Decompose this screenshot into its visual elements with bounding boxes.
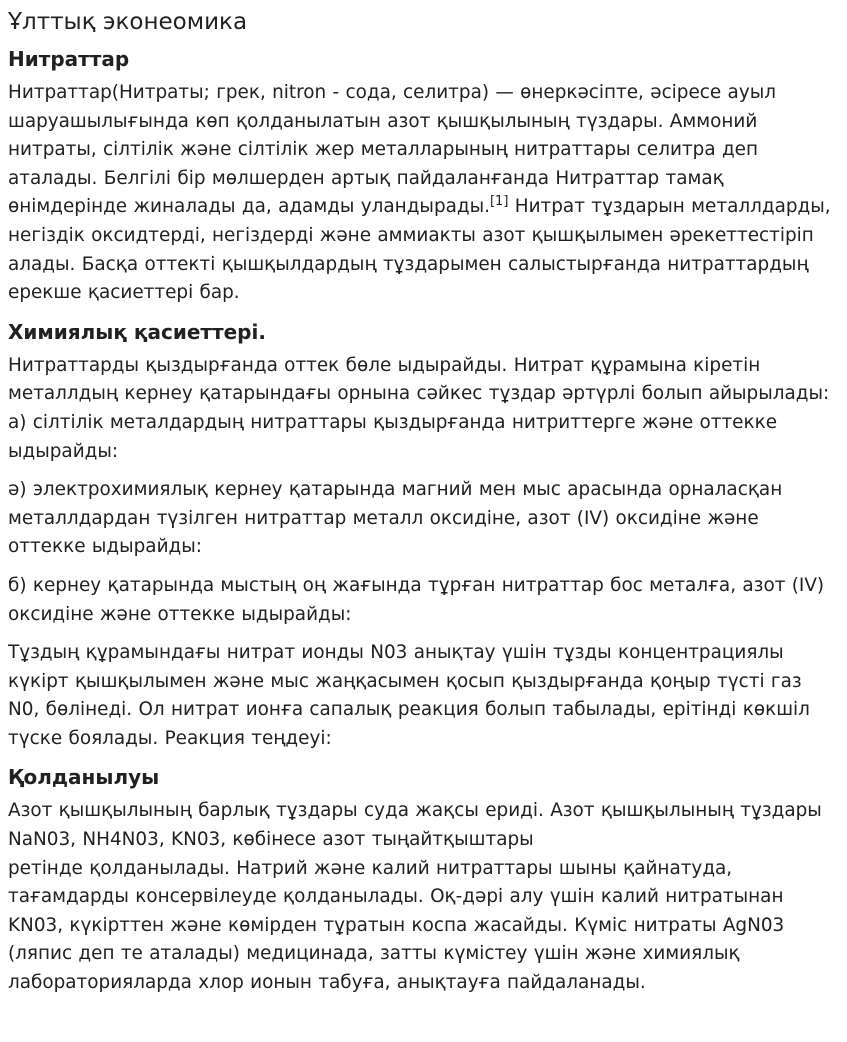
intro-text-a: Нитраттар(Нитраты; грек, nitron - сода, селитра) — өнеркәсіпте, әсіресе ауыл шаруашылығында көп қолданылатын азот қышқылының түздары. Аммоний нитраты, сілтілік және сілтілік жер металларының нитраттары селитра деп аталады. Белгілі бір мөлшерден артық пайдаланғанда Нитраттар тамақ өнімдерінде жиналады да, адамды уландырады. [8,82,776,218]
chem-paragraph-2: ә) электрохимиялық кернеу қатарында магний мен мыс арасында орналасқан металлдардан түзілген нитраттар металл оксидіне, азот (IV) оксидіне және оттекке ыдырайды: [8,479,783,558]
usage-text-a: Азот қышқылының барлық тұздары суда жақсы ериді. Азот қышқылының тұздары NaN03, NH4N03, KN03, көбінесе азот тыңайтқыштары [8,800,822,851]
usage-paragraph [8,797,839,997]
intro-text-b: Нитрат тұздарын металлдарды, негіздік оксидтерді, негіздерді және аммиакты азот қышқылымен әрекеттестіріп алады. Басқа оттекті қышқылдардың тұздарымен салыстырғанда нитраттардың ерекше қасиеттері бар. [8,196,831,304]
intro-paragraph [8,79,839,308]
site-title: Ұлттық эконеомика [8,9,248,35]
reference-link[interactable]: [1] [489,194,509,210]
article-title: Нитраттар [8,47,130,71]
chem-paragraph-3: б) кернеу қатарында мыстың оң жағында тұрған нитраттар бос металға, азот (IV) оксидіне және оттекке ыдырайды: [8,574,825,625]
chem-paragraph-4: Тұздың құрамындағы нитрат ионды N03 анықтау үшін тұзды концентрациялы күкірт қышқылымен және мыс жаңқасымен қосып қыздырғанда қоңыр түсті газ N0, бөлінеді. Ол нитрат ионға сапалық реакция болып табылады, ерітінді көкшіл түске боялады. Реакция теңдеуі: [8,642,810,749]
usage-heading: Қолданылуы [8,765,160,790]
usage-text-b: ретінде қолданылады. Натрий және калий нитраттары шыны қайнатуда, тағамдарды консервілеуде қолданылады. Оқ-дәрі алу үшін калий нитратынан KN03, күкірттен және көмірден тұратын коспа жасайды. Күміс нитраты AgN03 (ляпис деп те аталады) медицинада, затты күмістеу үшін және химиялық лабораторияларда хлор ионын табуға, анықтауға пайдаланады. [8,857,785,994]
chemical-properties-heading: Химиялық қасиеттері. [8,319,266,344]
chem-paragraph-1: Нитраттарды қыздырғанда оттек бөле ыдырайды. Нитрат құрамына кіретін металлдың кернеу қатарындағы орнына сәйкес тұздар әртүрлі болып айырылады: а) сілтілік металдардың нитраттары қыздырғанда нитриттерге және оттекке ыдырайды: [8,354,830,462]
